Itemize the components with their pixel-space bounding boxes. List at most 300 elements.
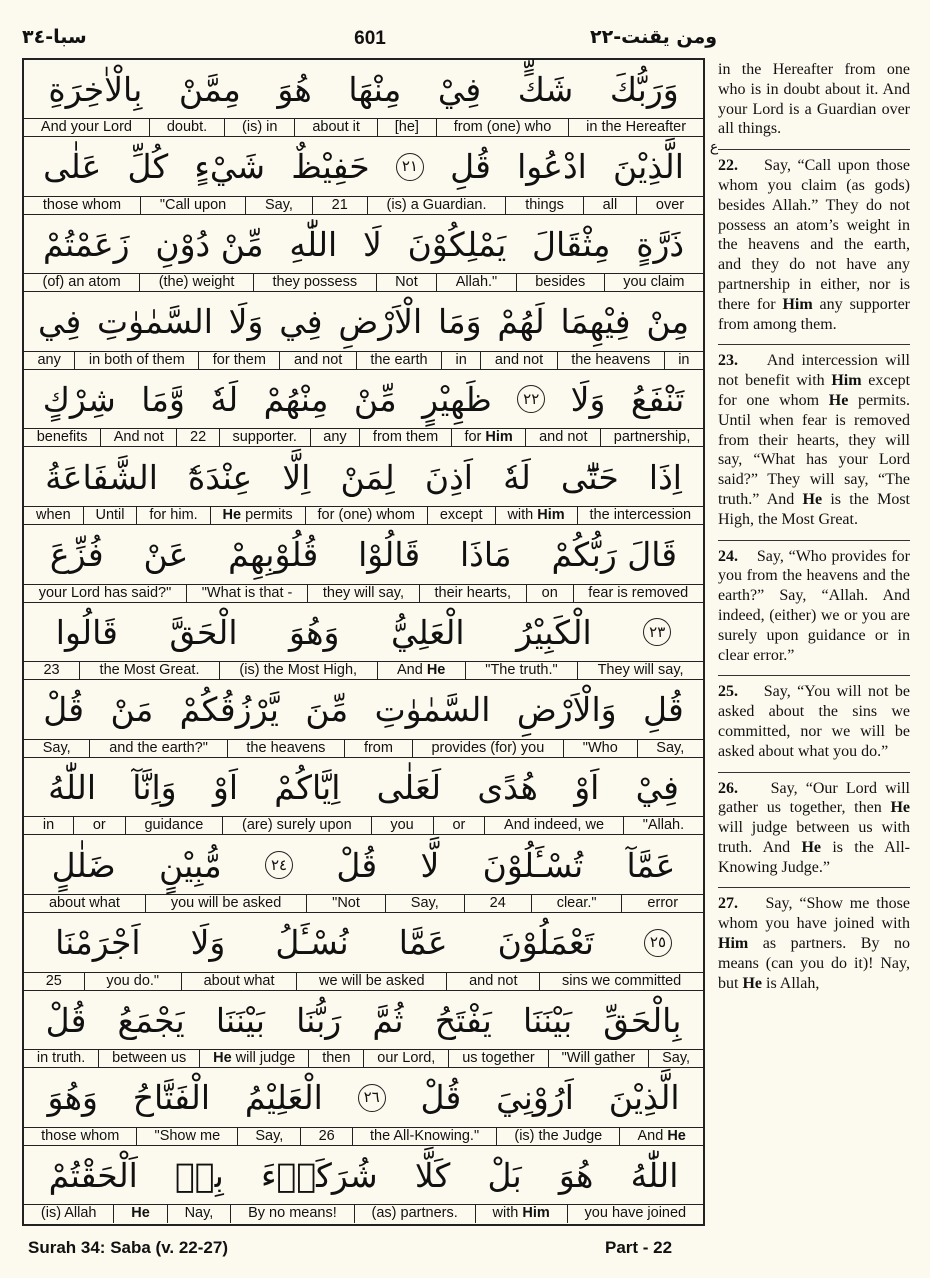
arabic-word: اَرُوْنِيَ [496, 1078, 574, 1118]
verse-number: 27. [718, 895, 738, 913]
gloss-cell [306, 895, 385, 913]
arabic-word: اِذَا [648, 457, 682, 497]
gloss-cell [568, 119, 703, 137]
gloss-line [24, 584, 703, 603]
gloss-line [24, 428, 703, 447]
page-number: 601 [354, 28, 386, 49]
arabic-word: مِمَّنْ [178, 69, 241, 109]
gloss-text: you will be asked [170, 895, 282, 911]
gloss-cell [219, 429, 310, 447]
footer-surah-reference: Surah 34: Saba (v. 22-27) [28, 1238, 228, 1257]
gloss-bold-text: Him [485, 429, 513, 446]
gloss-cell [198, 352, 279, 370]
translation-bold-text: He [802, 490, 823, 508]
verse-row [24, 603, 703, 680]
arabic-word: مَنْ [110, 690, 154, 730]
gloss-text: about what [48, 895, 120, 911]
gloss-cell [310, 429, 360, 447]
gloss-text: from them [372, 429, 439, 446]
arabic-word: السَّمٰوٰتِ [374, 690, 491, 730]
arabic-line [24, 448, 703, 506]
translation-text: Say, “Who provides for you from the heavens and the earth?” Say, “Allah. And indeed, (either) we or you are surely upon guidance or in clear error.” [718, 547, 911, 664]
gloss-cell [436, 274, 515, 292]
arabic-word: حَفِيْظٌ [291, 147, 370, 187]
gloss-line [24, 816, 703, 835]
gloss-text: Say, [656, 739, 685, 756]
gloss-text: Until [95, 507, 125, 523]
gloss-line [24, 661, 703, 680]
gloss-cell [496, 1128, 619, 1146]
arabic-word: بَيْنَنَا [215, 1000, 265, 1040]
arabic-word: مِّنْ [353, 379, 397, 419]
arabic-word: اللّٰهِ [289, 224, 338, 264]
gloss-cell [300, 1128, 351, 1146]
arabic-word: الْاَرْضِ [338, 302, 423, 342]
arabic-word: شَكٍّ [517, 69, 574, 109]
gloss-cell [73, 817, 125, 835]
arabic-line [24, 60, 703, 118]
gloss-text: will judge [231, 1050, 296, 1067]
verse-row [24, 138, 703, 215]
gloss-text: in [455, 351, 467, 368]
gloss-cell [113, 1205, 166, 1223]
gloss-text: any [323, 429, 347, 446]
arabic-word: هُدًى [477, 767, 538, 807]
gloss-cell [24, 507, 83, 525]
arabic-word: قُلِ [643, 690, 684, 730]
arabic-word: ذَرَّةٍ [636, 224, 685, 264]
gloss-text: your Lord has said?" [38, 584, 172, 601]
gloss-text: Allah." [455, 274, 498, 291]
gloss-text: for (one) whom [317, 507, 416, 523]
gloss-text: all [602, 196, 618, 213]
translation-paragraph [718, 772, 910, 878]
verse-number: 22. [718, 157, 738, 175]
arabic-word: تَنْفَعُ [630, 379, 685, 419]
translation-paragraph [718, 60, 910, 139]
arabic-word: قُلْ [43, 690, 85, 730]
translation-bold-text: Him [718, 935, 749, 953]
gloss-text: our Lord, [377, 1050, 436, 1067]
gloss-cell [484, 817, 623, 835]
gloss-cell [495, 507, 577, 525]
gloss-cell [167, 1205, 231, 1223]
verse-end-marker: ٢٥ [644, 929, 672, 957]
gloss-cell [664, 352, 703, 370]
gloss-cell [149, 119, 224, 137]
arabic-word: مِّنَ [305, 690, 349, 730]
gloss-text: "Will gather [561, 1050, 636, 1067]
arabic-word: قَالَ رَبُّكُمْ [551, 535, 678, 575]
gloss-cell [224, 119, 294, 137]
gloss-cell [577, 662, 703, 680]
gloss-text: their hearts, [434, 584, 512, 601]
gloss-cell [604, 274, 703, 292]
gloss-cell [89, 740, 226, 758]
arabic-word: الْعَلِيْمُ [244, 1078, 323, 1118]
arabic-word: بِهٖ [175, 1155, 224, 1195]
gloss-text: 26 [318, 1127, 335, 1144]
arabic-word: فِيْ [437, 69, 482, 109]
gloss-cell [294, 119, 376, 137]
gloss-cell [465, 662, 577, 680]
verse-end-marker: ٢٣ [643, 618, 671, 646]
translation-paragraph [718, 344, 910, 529]
arabic-word: فُزِّعَ [49, 535, 104, 575]
gloss-text: 23 [43, 662, 60, 679]
arabic-word: فِيْ [635, 767, 679, 807]
arabic-word: الَّذِيْنَ [613, 147, 684, 187]
arabic-word: الْعَلِيُّ [390, 612, 465, 652]
arabic-word: فِي [279, 302, 323, 342]
gloss-text: [he] [394, 119, 419, 135]
gloss-text: the heavens [246, 739, 326, 756]
gloss-text: you do." [106, 972, 160, 989]
verse-row [24, 991, 703, 1068]
arabic-word: لَعَلٰى [376, 767, 442, 807]
gloss-cell [279, 352, 355, 370]
arabic-word: كَلَّا [414, 1155, 451, 1195]
gloss-text: Say, [662, 1050, 691, 1067]
arabic-word: السَّمٰوٰتِ [97, 302, 213, 342]
gloss-text: (of) an atom [42, 274, 121, 291]
gloss-text: when [35, 507, 71, 523]
gloss-bold-text: He [222, 507, 242, 523]
verse-row [24, 681, 703, 758]
translation-bold-text: He [828, 391, 849, 409]
gloss-cell [548, 1050, 649, 1068]
verse-row [24, 215, 703, 292]
gloss-cell [24, 817, 73, 835]
gloss-cell [199, 1050, 308, 1068]
arabic-word: قَالُوْا [358, 535, 421, 575]
gloss-cell [475, 1205, 567, 1223]
verse-row [24, 60, 703, 137]
gloss-cell [433, 817, 485, 835]
verse-end-marker: ٢٢ [517, 385, 545, 413]
arabic-word: لِمَنْ [340, 457, 395, 497]
gloss-cell [125, 817, 223, 835]
arabic-word: عَمَّآ [626, 845, 676, 885]
arabic-word: اَجْرَمْنَا [55, 923, 141, 963]
translation-text: as partners. By no means (can you do it)! Nay, but [718, 935, 910, 992]
gloss-text: the intercession [589, 507, 692, 523]
gloss-cell [219, 662, 377, 680]
translation-paragraph [718, 149, 910, 334]
gloss-text: they will say, [322, 584, 404, 601]
gloss-bold-text: He [426, 662, 446, 679]
gloss-cell [436, 119, 568, 137]
arabic-word: قُلْ [336, 845, 378, 885]
gloss-cell [24, 1128, 136, 1146]
gloss-cell [637, 740, 703, 758]
gloss-cell [377, 119, 436, 137]
arabic-word: وَّمَا [141, 379, 185, 419]
gloss-cell [100, 429, 176, 447]
gloss-text: And [396, 662, 427, 679]
gloss-cell [367, 197, 506, 215]
verse-row [24, 758, 703, 835]
gloss-line [24, 894, 703, 913]
gloss-cell [139, 274, 253, 292]
gloss-line [24, 1049, 703, 1068]
gloss-cell [98, 1050, 199, 1068]
gloss-text: 22 [190, 429, 207, 446]
gloss-cell [451, 429, 526, 447]
gloss-cell [308, 1050, 363, 1068]
gloss-text: (as) partners. [371, 1205, 458, 1222]
gloss-cell [376, 274, 437, 292]
gloss-cell [427, 507, 495, 525]
gloss-text: "Show me [154, 1127, 221, 1144]
gloss-cell [446, 973, 539, 991]
arabic-word: نُسْـَٔلُ [275, 923, 349, 963]
arabic-word: وَلَا [228, 302, 264, 342]
gloss-text: we will be asked [319, 972, 425, 989]
arabic-line [24, 991, 703, 1049]
gloss-line [24, 1127, 703, 1146]
gloss-cell [237, 1128, 300, 1146]
gloss-text: you claim [623, 274, 685, 291]
verse-row [24, 293, 703, 370]
gloss-cell [505, 197, 582, 215]
arabic-word: الْفَتَّاحُ [132, 1078, 210, 1118]
arabic-line [24, 370, 703, 428]
gloss-text: in the Hereafter [586, 119, 687, 135]
gloss-bold-text: Him [537, 507, 565, 523]
gloss-cell [181, 973, 296, 991]
gloss-text: except [439, 507, 483, 523]
gloss-text: (is) the Most High, [239, 662, 358, 679]
gloss-cell [525, 429, 600, 447]
arabic-word: وَلَا [190, 923, 226, 963]
gloss-cell [222, 817, 370, 835]
gloss-cell [84, 973, 181, 991]
gloss-text: And your Lord [40, 119, 132, 135]
gloss-text: Say, [255, 1127, 284, 1144]
verse-row [24, 448, 703, 525]
arabic-word: مِّنْ دُوْنِ [155, 224, 264, 264]
gloss-text: on [541, 584, 558, 601]
gloss-cell [419, 585, 526, 603]
arabic-word: يَمْلِكُوْنَ [407, 224, 507, 264]
gloss-line [24, 118, 703, 137]
gloss-cell [359, 429, 451, 447]
gloss-cell [24, 119, 149, 137]
gloss-text: "What is that - [201, 584, 293, 601]
gloss-cell [74, 352, 198, 370]
gloss-cell [24, 973, 84, 991]
translation-bold-text: Him [782, 295, 813, 313]
arabic-word: هُوَ [277, 69, 312, 109]
gloss-text: things [525, 196, 564, 213]
arabic-word: تَعْمَلُوْنَ [497, 923, 594, 963]
gloss-text: 21 [331, 196, 348, 213]
gloss-cell [227, 740, 345, 758]
arabic-word: مِثْقَالَ [532, 224, 611, 264]
gloss-text: guidance [144, 817, 204, 834]
ruku-marker: ع [709, 139, 719, 155]
arabic-word: عَلٰى [43, 147, 102, 187]
gloss-cell [186, 585, 307, 603]
gloss-cell [305, 507, 427, 525]
arabic-word: اَذِنَ [424, 457, 473, 497]
arabic-word: الْكَبِيْرُ [516, 612, 592, 652]
verse-number: 23. [718, 352, 738, 370]
gloss-cell [296, 973, 446, 991]
arabic-word: قُلُوْبِهِمْ [228, 535, 319, 575]
arabic-word: بَلْ [487, 1155, 522, 1195]
gloss-text: they possess [272, 274, 358, 291]
gloss-cell [356, 352, 441, 370]
gloss-cell [24, 197, 140, 215]
gloss-text: for them [212, 351, 266, 368]
arabic-line [24, 758, 703, 816]
gloss-text: "Allah. [642, 817, 685, 834]
arabic-word: يَجْمَعُ [117, 1000, 185, 1040]
gloss-cell [145, 895, 306, 913]
gloss-text: clear." [556, 895, 597, 911]
gloss-text: between us [112, 1050, 187, 1067]
gloss-cell [344, 740, 412, 758]
arabic-word: وَالْاَرْضِ [516, 690, 617, 730]
gloss-text: you [390, 817, 414, 834]
gloss-text: (the) weight [158, 274, 235, 291]
arabic-word: مُّبِيْنٍ [158, 845, 222, 885]
gloss-cell [363, 1050, 448, 1068]
arabic-word: ادْعُوا [517, 147, 587, 187]
gloss-cell [600, 429, 703, 447]
gloss-cell [577, 507, 703, 525]
gloss-cell [385, 895, 464, 913]
translation-text: Say, “Call upon those whom you claim (as gods) besides Allah.” They do not possess an atom’s weight in the heavens and the earth, and they do not have any partnership in either, nor is there for [718, 157, 910, 313]
gloss-text: And not [113, 429, 164, 446]
gloss-text: you have joined [584, 1205, 687, 1222]
gloss-text: for [464, 429, 486, 446]
gloss-cell [648, 1050, 703, 1068]
arabic-word: تُسْـَٔلُوْنَ [482, 845, 584, 885]
gloss-text: (is) a Guardian. [386, 196, 487, 213]
arabic-word: اللّٰهُ [48, 767, 96, 807]
gloss-cell [312, 197, 367, 215]
arabic-word: ظَهِيْرٍ [422, 379, 492, 419]
gloss-text: provides (for) you [431, 739, 545, 756]
gloss-line [24, 506, 703, 525]
gloss-text: (is) the Judge [514, 1127, 603, 1144]
gloss-text: with [492, 1205, 523, 1222]
arabic-word: وَهُوَ [289, 612, 340, 652]
verse-end-marker: ٢١ [396, 153, 424, 181]
gloss-text: (is) Allah [40, 1205, 97, 1222]
gloss-cell [480, 352, 556, 370]
arabic-word: يَفْتَحُ [434, 1000, 492, 1040]
translation-text: is Allah, [762, 974, 820, 992]
gloss-text: They will say, [597, 662, 684, 679]
translation-paragraph [718, 540, 910, 666]
arabic-word: بِالْحَقِّ [603, 1000, 682, 1040]
gloss-text: and not [494, 351, 544, 368]
arabic-word: لَهٗ [210, 379, 239, 419]
translation-text: permits. Until when fear is removed from their hearts, they will say, “What has your Lord said?” They will say, “The truth.” And [718, 391, 910, 508]
gloss-text: partnership, [613, 429, 691, 446]
gloss-text: from (one) who [453, 119, 552, 135]
arabic-word: قُلِ [450, 147, 491, 187]
gloss-text: the All-Knowing." [369, 1127, 480, 1144]
verse-number: 24. [718, 547, 738, 565]
arabic-word: اِلَّا [282, 457, 311, 497]
gloss-text: "Call upon [159, 196, 227, 213]
verse-row [24, 526, 703, 603]
gloss-cell [24, 429, 100, 447]
gloss-cell [24, 895, 145, 913]
gloss-cell [253, 274, 376, 292]
translation-text: any supporter from among them. [718, 295, 910, 333]
gloss-text: the Most Great. [99, 662, 200, 679]
gloss-text: "The truth." [485, 662, 558, 679]
arabic-line [24, 836, 703, 894]
translation-text: in the Hereafter from one who is in doubt about it. And your Lord is a Guardian over all things. [718, 61, 910, 138]
gloss-text: error [647, 895, 679, 911]
arabic-word: كُلِّ [127, 147, 169, 187]
gloss-text: about it [312, 119, 360, 135]
gloss-bold-text: Him [522, 1205, 550, 1222]
gloss-text: and the earth?" [109, 739, 208, 756]
gloss-cell [24, 1205, 113, 1223]
gloss-cell [557, 352, 664, 370]
verse-number: 26. [718, 779, 738, 797]
arabic-word: عِنْدَهٗٓ [187, 457, 253, 497]
gloss-text: permits [241, 507, 293, 523]
gloss-text: from [363, 739, 393, 756]
gloss-cell [136, 1128, 237, 1146]
translation-text: is the Most High, the Most Great. [718, 490, 910, 528]
arabic-word: الشَّفَاعَةُ [45, 457, 158, 497]
arabic-line [24, 914, 703, 972]
gloss-text: in both of them [88, 351, 185, 368]
verse-number: 25. [718, 683, 738, 701]
translation-text: Say, “Our Lord will gather us together, then [718, 779, 911, 817]
gloss-text: the heavens [571, 351, 651, 368]
arabic-word: رَبُّنَا [296, 1000, 342, 1040]
header-surah-name: سبا-٣٤ [22, 26, 87, 48]
gloss-text: Say, [42, 739, 71, 756]
gloss-text: for him. [149, 507, 198, 523]
arabic-word: ضَلٰلٍ [51, 845, 116, 885]
gloss-cell [377, 662, 465, 680]
arabic-word: شِرْكٍ [42, 379, 116, 419]
gloss-text: and not [293, 351, 343, 368]
arabic-line [24, 603, 703, 661]
gloss-text: By no means! [248, 1205, 337, 1222]
translation-bold-text: He [742, 974, 762, 992]
gloss-cell [307, 585, 419, 603]
gloss-cell [24, 352, 74, 370]
arabic-word: اللّٰهُ [630, 1155, 679, 1195]
arabic-word: الْحَقَّ [169, 612, 238, 652]
word-by-word-grid [22, 58, 705, 1226]
gloss-cell [621, 895, 703, 913]
gloss-line [24, 972, 703, 991]
gloss-cell [24, 1050, 98, 1068]
verse-row [24, 1146, 703, 1223]
translation-bold-text: He [890, 799, 910, 817]
gloss-cell [24, 585, 186, 603]
arabic-word: يَّرْزُقُكُمْ [179, 690, 279, 730]
gloss-bold-text: He [213, 1050, 232, 1067]
gloss-line [24, 196, 703, 215]
gloss-cell [567, 1205, 703, 1223]
gloss-cell [636, 197, 703, 215]
